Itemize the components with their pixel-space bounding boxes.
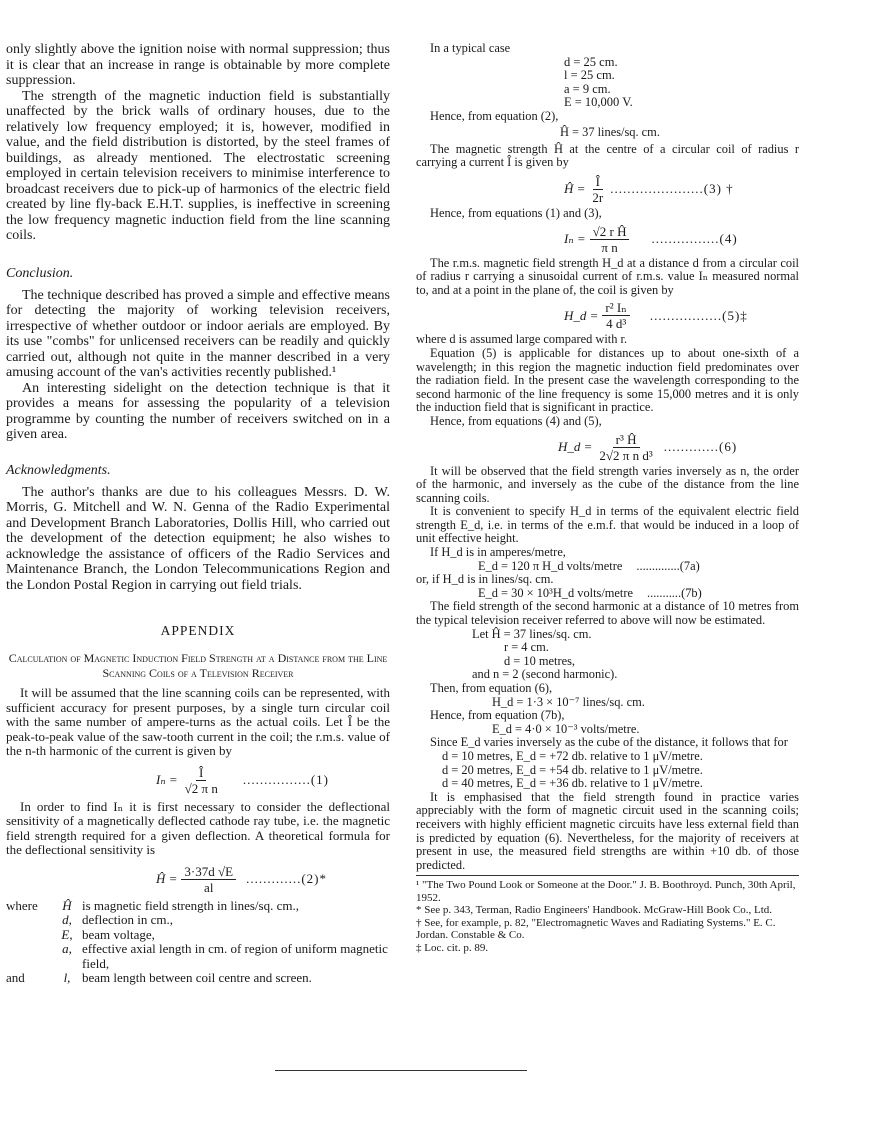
numerator: 3·37d √E bbox=[181, 864, 236, 880]
paragraph: Hence, from equations (4) and (5), bbox=[430, 413, 602, 428]
denominator: 2√2 π n d³ bbox=[599, 447, 653, 463]
value-row: d = 25 cm. bbox=[564, 54, 618, 69]
paragraph: If H_d is in amperes/metre, bbox=[430, 545, 566, 560]
equation-number: .............(2)* bbox=[246, 871, 327, 886]
value-row: a = 9 cm. bbox=[564, 81, 611, 96]
let-row: r = 4 cm. bbox=[504, 640, 549, 655]
numerator: r³ Ĥ bbox=[613, 432, 640, 448]
equation-expression: E_d = 120 π H_d volts/metre bbox=[478, 558, 623, 573]
left-column bbox=[6, 42, 390, 986]
paragraph: Hence, from equation (7b), bbox=[430, 708, 565, 723]
fraction bbox=[589, 174, 606, 205]
paragraph: It will be observed that the field strength varies inversely as n, the order of the harmonic, and inversely as the cube of the distance from the line scanning coils. bbox=[416, 463, 799, 505]
denominator: al bbox=[204, 879, 214, 895]
footnote: † See, for example, p. 82, "Electromagnetic Waves and Radiating Systems." E. C. Jordan. Constable & Co. bbox=[416, 916, 776, 942]
equation-number: .................(5)‡ bbox=[649, 307, 748, 323]
value-row: E = 10,000 V. bbox=[564, 95, 633, 110]
numerator: Î bbox=[593, 174, 603, 190]
paragraph: The strength of the magnetic induction field is substantially unaffected by the brick walls of ordinary houses, due to the relatively low frequency employed; it is, however, modified in value, and the field distribution is distorted, by the steel frames of buildings, as already mentioned. The electrostatic screening employed in certain television receivers to minimise interference to broadcast receivers due to pick-up of harmonics of the electric field created by line fly-back E.H.T. supplies, is ineffective in screening the low frequency magnetic induction field from the line scanning coils. bbox=[6, 88, 390, 243]
fraction bbox=[590, 224, 630, 255]
paragraph: Equation (5) is applicable for distances up to about one-sixth of a wavelength; in this region the magnetic induction field predominates over the radiation field. In the present case the wavelength corresponding to the second harmonic of the line frequency is some 15,000 metres and it is only the induction field that is significant in practice. bbox=[416, 345, 799, 415]
let-row: and n = 2 (second harmonic). bbox=[472, 667, 618, 682]
equation-lhs: H_d = bbox=[558, 439, 593, 454]
definition-row: where Ĥ is magnetic field strength in lines/sq. cm., bbox=[6, 897, 299, 913]
paragraph: It is convenient to specify H_d in terms of the equivalent electric field strength E_d, i.e. in terms of the e.m.f. that would be induced in a loop of unit effective height. bbox=[416, 504, 799, 546]
numerator: r² Iₙ bbox=[602, 300, 629, 316]
appendix-subtitle: Calculation of Magnetic Induction Field Strength at a Distance from the Line Scanning Coils of a Television Receiver bbox=[8, 651, 388, 680]
paragraph: It will be assumed that the line scanning coils can be represented, with sufficient accuracy for present purposes, by a single turn circular coil with the same number of ampere-turns as the actual coils. Let Î be the peak-to-peak value of the saw-tooth current in the coil; the r.m.s. value of the n-th harmonic of the current is given by bbox=[6, 685, 390, 758]
equation-6 bbox=[558, 432, 799, 463]
definition-row: d, deflection in cm., bbox=[62, 912, 173, 927]
right-column bbox=[416, 42, 799, 954]
denominator: √2 π n bbox=[184, 780, 218, 796]
definition-row: E, beam voltage, bbox=[61, 926, 155, 942]
footnote: ¹ "The Two Pound Look or Someone at the Door." J. B. Boothroyd. Punch, 30th April, 1952. bbox=[416, 879, 796, 904]
equation-7a bbox=[416, 560, 799, 574]
denominator: 2r bbox=[592, 189, 604, 205]
equation-lhs: Ĥ = bbox=[564, 181, 586, 197]
numerator: √2 r Ĥ bbox=[590, 224, 630, 240]
numerator: Î bbox=[196, 765, 206, 781]
paragraph: Then, from equation (6), bbox=[430, 681, 553, 695]
let-row: d = 10 metres, bbox=[504, 653, 575, 668]
paragraph: Hence, from equations (1) and (3), bbox=[430, 205, 602, 220]
equation-number: ..............(7a) bbox=[636, 558, 700, 573]
let-values bbox=[472, 628, 799, 682]
fraction bbox=[182, 765, 221, 796]
paragraph: The r.m.s. magnetic field strength H_d at a distance d from a circular coil of radius r carrying a sinusoidal current of r.m.s. value Iₙ measured normal to, and at a point in the plane of, the coil is given by bbox=[416, 255, 799, 297]
paragraph: where d is assumed large compared with r. bbox=[416, 332, 628, 347]
equation-5 bbox=[564, 300, 799, 331]
denominator: 4 d³ bbox=[606, 316, 627, 332]
equation-result: Ĥ = 37 lines/sq. cm. bbox=[560, 125, 660, 140]
equation-result: E_d = 4·0 × 10⁻³ volts/metre. bbox=[492, 721, 640, 736]
footnote: ‡ Loc. cit. p. 89. bbox=[416, 941, 489, 954]
section-heading-conclusion: Conclusion. bbox=[6, 265, 74, 281]
footnote: * See p. 343, Terman, Radio Engineers' Handbook. McGraw-Hill Book Co., Ltd. bbox=[416, 904, 773, 917]
paragraph: In order to find Iₙ it is first necessary to consider the deflectional sensitivity of a magnetically deflected cathode ray tube, i.e. the magnetic field strength required for a given deflection. A theoretical formula for the deflectional sensitivity is bbox=[6, 798, 390, 857]
paragraph: or, if H_d is in lines/sq. cm. bbox=[416, 572, 554, 587]
result-row: d = 40 metres, E_d = +36 db. relative to 1 μV/metre. bbox=[442, 776, 703, 791]
variable-definitions bbox=[6, 899, 390, 986]
paragraph: The author's thanks are due to his colleagues Messrs. D. W. Morris, G. Mitchell and W. N. Genna of the Radio Experimental and Development Branch Laboratories, Dollis Hill, who carried out the development of the detection equipment; he also wishes to acknowledge the assistance of officers of the Radio Services and Maintenance Branch, the London Telecommunications Region and the London Postal Region in carrying out field trials. bbox=[6, 484, 390, 593]
equation-number: ................(4) bbox=[651, 231, 738, 247]
equation-lhs: Iₙ = bbox=[156, 772, 178, 787]
paragraph: Hence, from equation (2), bbox=[430, 108, 559, 123]
equation-1 bbox=[156, 765, 390, 796]
equation-2 bbox=[156, 864, 390, 895]
page-bottom-rule bbox=[275, 1070, 527, 1071]
equation-expression: E_d = 30 × 10³H_d volts/metre bbox=[478, 585, 634, 600]
fraction bbox=[181, 864, 236, 895]
equation-3 bbox=[564, 174, 799, 205]
equation-lhs: Iₙ = bbox=[564, 231, 586, 247]
equation-number: .............(6) bbox=[663, 439, 738, 454]
equation-lhs: H_d = bbox=[564, 307, 599, 323]
fraction bbox=[596, 432, 655, 463]
paragraph: The field strength of the second harmonic at a distance of 10 metres from the typical television receiver referred to above will now be estimated. bbox=[416, 599, 799, 628]
paragraph: In a typical case bbox=[430, 41, 511, 55]
equation-number: ................(1) bbox=[242, 772, 329, 787]
definition-row: a, effective axial length in cm. of region of uniform magnetic field, bbox=[62, 941, 388, 971]
paragraph: only slightly above the ignition noise with normal suppression; thus it is clear that an increase in range is obtainable by more complete suppression. bbox=[6, 42, 390, 88]
appendix-title: APPENDIX bbox=[160, 623, 236, 638]
paragraph: It is emphasised that the field strength found in practice varies appreciably with the form of magnetic circuit used in the scanning coils; receivers with highly efficient magnetic circuits have less external field than is predicted by equation (6). Nevertheless, for the majority of receivers at present in use, the measured field strengths are within +10 db. of those predicted. bbox=[416, 789, 799, 872]
equation-lhs: Ĥ = bbox=[156, 871, 178, 886]
equation-number: ...........(7b) bbox=[647, 585, 702, 600]
results-list bbox=[416, 750, 799, 791]
value-row: l = 25 cm. bbox=[564, 68, 615, 83]
fraction bbox=[602, 300, 629, 331]
equation-result: H_d = 1·3 × 10⁻⁷ lines/sq. cm. bbox=[492, 694, 645, 709]
section-heading-acknowledgments: Acknowledgments. bbox=[6, 462, 111, 478]
paragraph: The magnetic strength Ĥ at the centre of a circular coil of radius r carrying a current Î is given by bbox=[416, 141, 799, 170]
denominator: π n bbox=[601, 239, 618, 255]
footnotes bbox=[416, 879, 799, 954]
typical-values bbox=[564, 56, 799, 110]
paragraph: The technique described has proved a simple and effective means for detecting the majority of working television receivers, irrespective of whether outdoor or indoor aerials are employed. By its use "combs" for unlicensed receivers can be readily and quickly carried out, although not quite in the manner described in a very amusing account of the van's activities recently published.¹ bbox=[6, 287, 390, 380]
paragraph: An interesting sidelight on the detection technique is that it provides a means for assessing the popularity of a television programme by counting the number of receivers switched on in a given area. bbox=[6, 380, 390, 442]
footnote-rule bbox=[416, 875, 799, 876]
equation-7b bbox=[416, 587, 799, 601]
equation-number: ......................(3) † bbox=[610, 181, 734, 197]
equation-4 bbox=[564, 224, 799, 255]
let-row: Let Ĥ = 37 lines/sq. cm. bbox=[472, 626, 592, 641]
definition-row: and l, beam length between coil centre and screen. bbox=[6, 970, 312, 985]
result-row: d = 10 metres, E_d = +72 db. relative to 1 μV/metre. bbox=[442, 748, 703, 763]
result-row: d = 20 metres, E_d = +54 db. relative to 1 μV/metre. bbox=[442, 762, 703, 777]
paragraph: Since E_d varies inversely as the cube of the distance, it follows that for bbox=[430, 735, 788, 750]
